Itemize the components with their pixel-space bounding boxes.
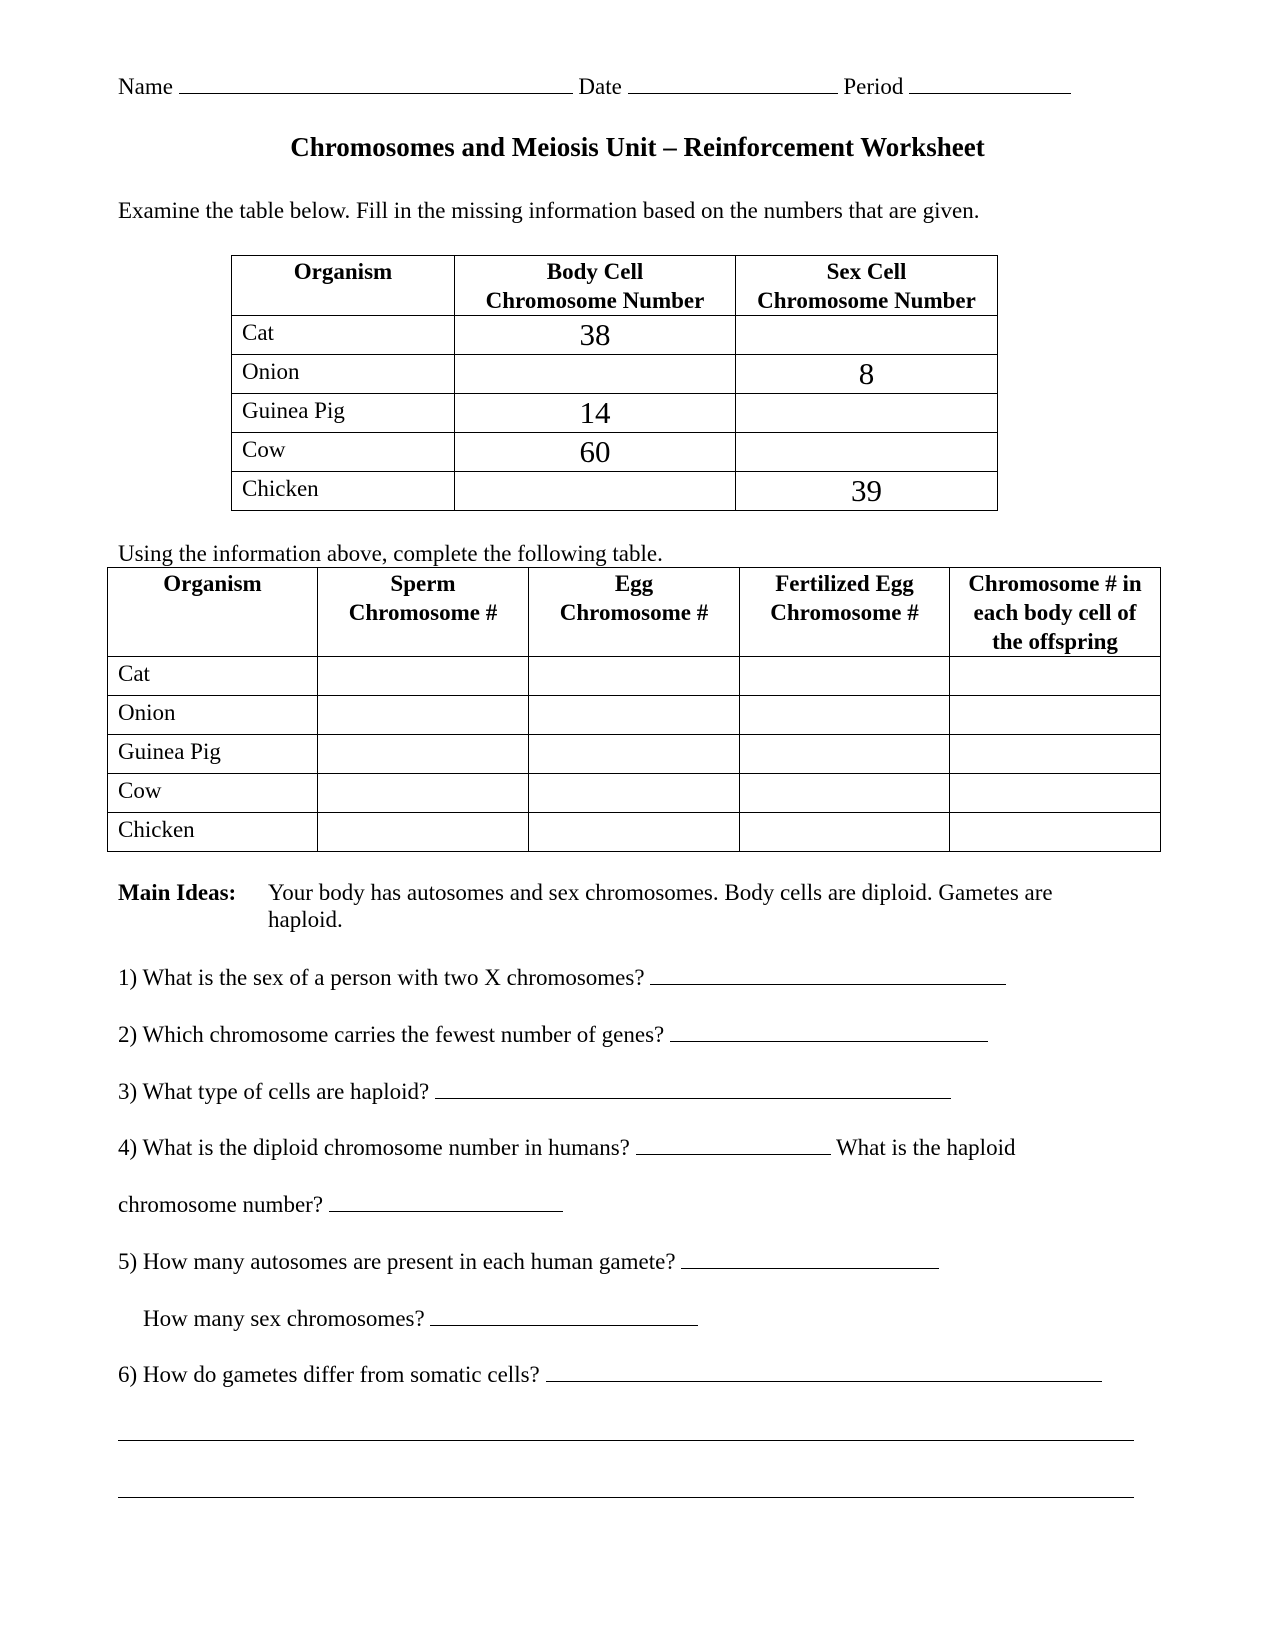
question-5-autosomes-answer-field[interactable]	[681, 1248, 939, 1269]
table2-organism-cell: Guinea Pig	[108, 735, 318, 774]
table1-organism-cell: Cow	[232, 433, 455, 472]
question-6-text: 6) How do gametes differ from somatic cells?	[118, 1362, 540, 1387]
egg-answer-cell[interactable]	[529, 657, 740, 696]
table1-sex-cell[interactable]	[736, 316, 998, 355]
header-line: Chromosome #	[559, 600, 709, 625]
sperm-answer-cell[interactable]	[318, 696, 529, 735]
table2-organism-cell: Cat	[108, 657, 318, 696]
header-line: Egg	[614, 571, 654, 596]
header-line: Organism	[163, 571, 262, 596]
question-5-sex-chromosomes-answer-field[interactable]	[430, 1305, 698, 1326]
table1-body-cell[interactable]	[455, 355, 736, 394]
offspring-answer-cell[interactable]	[950, 696, 1161, 735]
table1-sex-cell[interactable]	[736, 394, 998, 433]
table1-body-cell[interactable]: 14	[455, 394, 736, 433]
main-ideas-label: Main Ideas:	[118, 880, 237, 905]
main-ideas-text-line1: Your body has autosomes and sex chromosomes. Body cells are diploid. Gametes are	[268, 880, 1053, 905]
table2-organism-cell: Cow	[108, 774, 318, 813]
header-line: each body cell of	[973, 600, 1137, 625]
table2-intro: Using the information above, complete the following table.	[118, 541, 663, 566]
question-5-text: 5) How many autosomes are present in each human gamete?	[118, 1249, 676, 1274]
table1-body-cell[interactable]: 38	[455, 316, 736, 355]
question-5-sex-chromosomes	[143, 1305, 698, 1332]
header-line: the offspring	[992, 629, 1118, 654]
table1-header-organism	[232, 256, 455, 316]
header-line: Chromosome # in	[968, 571, 1142, 596]
table1-sex-cell[interactable]: 39	[736, 472, 998, 511]
date-label: Date	[578, 74, 622, 99]
name-field[interactable]	[179, 73, 573, 94]
table1-sex-cell[interactable]	[736, 433, 998, 472]
table1-body-cell[interactable]: 60	[455, 433, 736, 472]
sperm-answer-cell[interactable]	[318, 657, 529, 696]
table1-body-cell[interactable]	[455, 472, 736, 511]
date-field[interactable]	[628, 73, 838, 94]
header-line: Fertilized Egg	[775, 571, 914, 596]
table1-organism-cell: Onion	[232, 355, 455, 394]
fertilized-egg-answer-cell[interactable]	[740, 813, 950, 852]
table1-organism-cell: Cat	[232, 316, 455, 355]
egg-answer-cell[interactable]	[529, 774, 740, 813]
offspring-answer-cell[interactable]	[950, 813, 1161, 852]
table2-header-offspring	[950, 568, 1161, 657]
question-6-answer-line-3[interactable]	[118, 1497, 1134, 1498]
question-4-continued	[118, 1191, 563, 1218]
question-3-text: 3) What type of cells are haploid?	[118, 1079, 430, 1104]
egg-answer-cell[interactable]	[529, 696, 740, 735]
period-label: Period	[843, 74, 904, 99]
period-field[interactable]	[909, 73, 1071, 94]
table2-header-organism	[108, 568, 318, 657]
question-4-diploid-answer-field[interactable]	[636, 1134, 831, 1155]
name-date-period-line	[118, 73, 1071, 100]
table1-organism-cell: Chicken	[232, 472, 455, 511]
chromosome-number-table	[231, 255, 998, 511]
question-6	[118, 1361, 1102, 1388]
table2-organism-cell: Chicken	[108, 813, 318, 852]
fertilized-egg-answer-cell[interactable]	[740, 735, 950, 774]
egg-answer-cell[interactable]	[529, 813, 740, 852]
question-3-answer-field[interactable]	[435, 1078, 951, 1099]
table1-header-sex-cell	[736, 256, 998, 316]
header-line: Sex Cell	[826, 259, 907, 284]
question-4-text: 4) What is the diploid chromosome number in humans?	[118, 1135, 630, 1160]
question-4	[118, 1134, 1015, 1161]
header-line: Chromosome #	[348, 600, 498, 625]
header-line: Chromosome Number	[757, 288, 976, 313]
question-6-answer-line-2[interactable]	[118, 1440, 1134, 1441]
name-label: Name	[118, 74, 173, 99]
table2-header-sperm	[318, 568, 529, 657]
question-1-text: 1) What is the sex of a person with two X chromosomes?	[118, 965, 645, 990]
question-2-text: 2) Which chromosome carries the fewest number of genes?	[118, 1022, 665, 1047]
sperm-answer-cell[interactable]	[318, 735, 529, 774]
header-line: Chromosome Number	[485, 288, 705, 313]
question-4-haploid-answer-field[interactable]	[329, 1191, 563, 1212]
header-line: Sperm	[390, 571, 456, 596]
table2-header-fertilized-egg	[740, 568, 950, 657]
table1-organism-cell: Guinea Pig	[232, 394, 455, 433]
question-3	[118, 1078, 951, 1105]
offspring-answer-cell[interactable]	[950, 657, 1161, 696]
question-2	[118, 1021, 988, 1048]
sperm-answer-cell[interactable]	[318, 774, 529, 813]
question-4-haploid-text: What is the haploid	[835, 1135, 1016, 1160]
instructions: Examine the table below. Fill in the missing information based on the numbers that are given.	[118, 198, 980, 223]
offspring-answer-cell[interactable]	[950, 774, 1161, 813]
question-4-haploid-text-cont: chromosome number?	[118, 1192, 324, 1217]
table2-organism-cell: Onion	[108, 696, 318, 735]
question-1	[118, 964, 1006, 991]
fertilized-egg-answer-cell[interactable]	[740, 696, 950, 735]
offspring-answer-cell[interactable]	[950, 735, 1161, 774]
question-5	[118, 1248, 939, 1275]
worksheet-title: Chromosomes and Meiosis Unit – Reinforcement Worksheet	[290, 132, 985, 162]
header-line: Chromosome #	[770, 600, 919, 625]
main-ideas-text-line2: haploid.	[268, 907, 343, 932]
egg-answer-cell[interactable]	[529, 735, 740, 774]
fertilized-egg-answer-cell[interactable]	[740, 657, 950, 696]
fertilized-egg-answer-cell[interactable]	[740, 774, 950, 813]
question-1-answer-field[interactable]	[650, 964, 1006, 985]
table1-header-body-cell	[455, 256, 736, 316]
table2-header-egg	[529, 568, 740, 657]
header-line: Body Cell	[546, 259, 644, 284]
question-2-answer-field[interactable]	[670, 1021, 988, 1042]
question-6-answer-field[interactable]	[546, 1361, 1102, 1382]
question-5-sex-chromosomes-text: How many sex chromosomes?	[143, 1306, 425, 1331]
header-line: Organism	[293, 259, 393, 284]
table1-sex-cell[interactable]: 8	[736, 355, 998, 394]
sperm-answer-cell[interactable]	[318, 813, 529, 852]
fertilization-table	[107, 567, 1161, 852]
